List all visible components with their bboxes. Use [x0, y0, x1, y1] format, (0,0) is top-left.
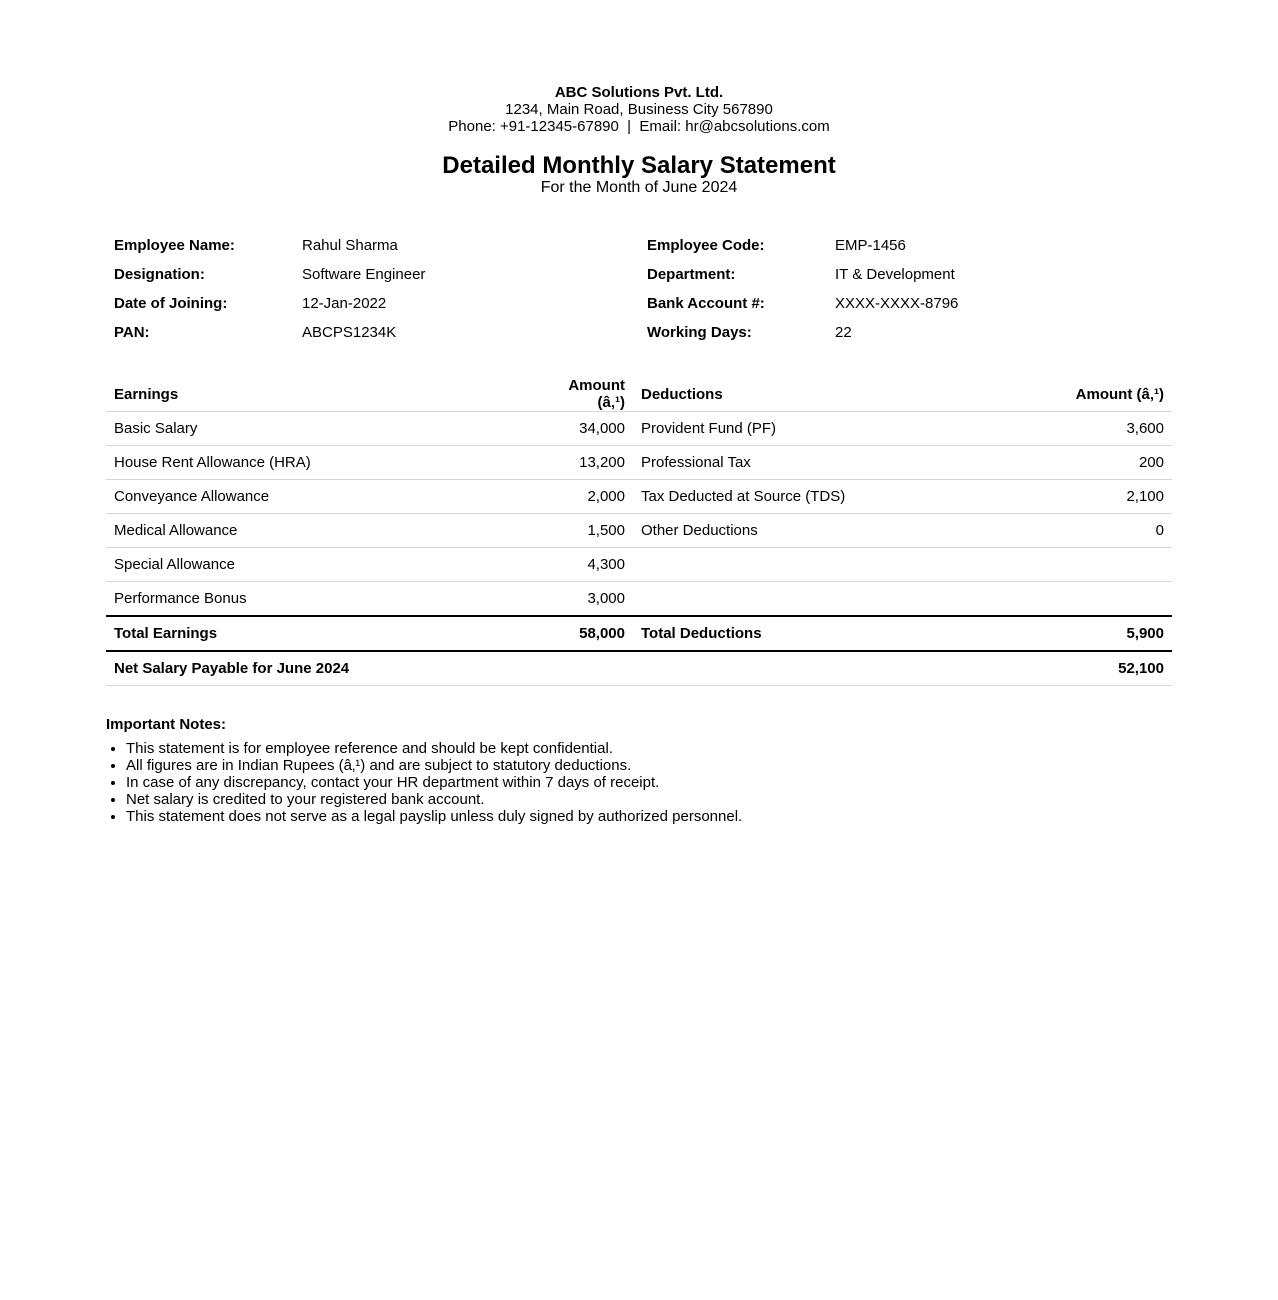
earning-amount: 4,300: [529, 548, 633, 582]
field-label: Date of Joining:: [114, 295, 228, 312]
notes-title: Important Notes:: [106, 716, 226, 733]
total-earnings-label: Total Earnings: [106, 616, 529, 651]
earning-amount: 34,000: [529, 412, 633, 446]
important-notes: [106, 716, 1172, 825]
employee-code-row: [647, 231, 1167, 260]
date-of-joining-value: 12-Jan-2022: [302, 295, 387, 312]
earning-label: Conveyance Allowance: [106, 480, 529, 514]
deduction-amount: 200: [1056, 446, 1172, 480]
deduction-amount: 3,600: [1056, 412, 1172, 446]
list-item: • All figures are in Indian Rupees (â‚¹) and are subject to statutory deductions.: [126, 757, 1172, 774]
notes-list: [106, 740, 1172, 825]
deduction-label: [633, 548, 1056, 582]
table-header-row: [106, 377, 1172, 412]
earning-label: Performance Bonus: [106, 582, 529, 617]
earning-amount: 1,500: [529, 514, 633, 548]
field-label: Employee Name:: [114, 237, 235, 254]
table-row: [106, 412, 1172, 446]
employee-details: [106, 231, 1172, 347]
deduction-label: Other Deductions: [633, 514, 1056, 548]
employee-code-value: EMP-1456: [835, 237, 906, 254]
deduction-amount: [1056, 582, 1172, 617]
earning-amount: 2,000: [529, 480, 633, 514]
employee-details-left: [114, 231, 634, 347]
table-row: [106, 514, 1172, 548]
earning-label: House Rent Allowance (HRA): [106, 446, 529, 480]
pan-row: [114, 318, 634, 347]
earnings-amount-header: Amount (â‚¹): [529, 377, 633, 412]
net-salary-label: Net Salary Payable for June 2024: [106, 651, 1056, 686]
department-row: [647, 260, 1167, 289]
list-item: • This statement does not serve as a legal payslip unless duly signed by authorized personnel.: [126, 808, 1172, 825]
statement-heading: [106, 151, 1172, 197]
pan-value: ABCPS1234K: [302, 324, 397, 341]
earnings-header: Earnings: [106, 377, 529, 412]
department-value: IT & Development: [835, 266, 955, 283]
list-item: • This statement is for employee reference and should be kept confidential.: [126, 740, 1172, 757]
deduction-label: [633, 582, 1056, 617]
designation-value: Software Engineer: [302, 266, 426, 283]
deduction-amount: [1056, 548, 1172, 582]
company-header: [106, 84, 1172, 135]
total-earnings-value: 58,000: [529, 616, 633, 651]
table-row: [106, 582, 1172, 617]
salary-statement-page: [106, 0, 1172, 825]
list-item: • In case of any discrepancy, contact your HR department within 7 days of receipt.: [126, 774, 1172, 791]
earnings-deductions-table: [106, 377, 1172, 686]
deduction-label: Professional Tax: [633, 446, 1056, 480]
totals-row: [106, 616, 1172, 651]
earning-label: Special Allowance: [106, 548, 529, 582]
total-deductions-value: 5,900: [1056, 616, 1172, 651]
deduction-amount: 2,100: [1056, 480, 1172, 514]
net-salary-row: [106, 651, 1172, 686]
employee-details-right: [647, 231, 1167, 347]
table-row: [106, 548, 1172, 582]
employee-name-row: [114, 231, 634, 260]
working-days-value: 22: [835, 324, 852, 341]
date-of-joining-row: [114, 289, 634, 318]
deductions-amount-header: Amount (â‚¹): [1056, 377, 1172, 412]
field-label: Bank Account #:: [647, 295, 765, 312]
total-deductions-label: Total Deductions: [633, 616, 1056, 651]
statement-period: For the Month of June 2024: [540, 179, 738, 196]
deduction-amount: 0: [1056, 514, 1172, 548]
field-label: Working Days:: [647, 324, 752, 341]
field-label: Designation:: [114, 266, 205, 283]
company-address: 1234, Main Road, Business City 567890: [505, 101, 773, 118]
table-row: [106, 446, 1172, 480]
list-item: • Net salary is credited to your registered bank account.: [126, 791, 1172, 808]
earning-amount: 3,000: [529, 582, 633, 617]
working-days-row: [647, 318, 1167, 347]
earning-label: Basic Salary: [106, 412, 529, 446]
employee-name-value: Rahul Sharma: [302, 237, 398, 254]
table-row: [106, 480, 1172, 514]
field-label: PAN:: [114, 324, 150, 341]
designation-row: [114, 260, 634, 289]
bank-account-value: XXXX-XXXX-8796: [835, 295, 959, 312]
deduction-label: Provident Fund (PF): [633, 412, 1056, 446]
bank-account-row: [647, 289, 1167, 318]
company-name: ABC Solutions Pvt. Ltd.: [554, 84, 724, 101]
earning-amount: 13,200: [529, 446, 633, 480]
field-label: Employee Code:: [647, 237, 765, 254]
earning-label: Medical Allowance: [106, 514, 529, 548]
statement-title: Detailed Monthly Salary Statement: [442, 152, 836, 179]
company-contact: Phone: +91-12345-67890 | Email: hr@abcsolutions.com: [448, 118, 830, 135]
deductions-header: Deductions: [633, 377, 1056, 412]
field-label: Department:: [647, 266, 736, 283]
net-salary-value: 52,100: [1056, 651, 1172, 686]
deduction-label: Tax Deducted at Source (TDS): [633, 480, 1056, 514]
